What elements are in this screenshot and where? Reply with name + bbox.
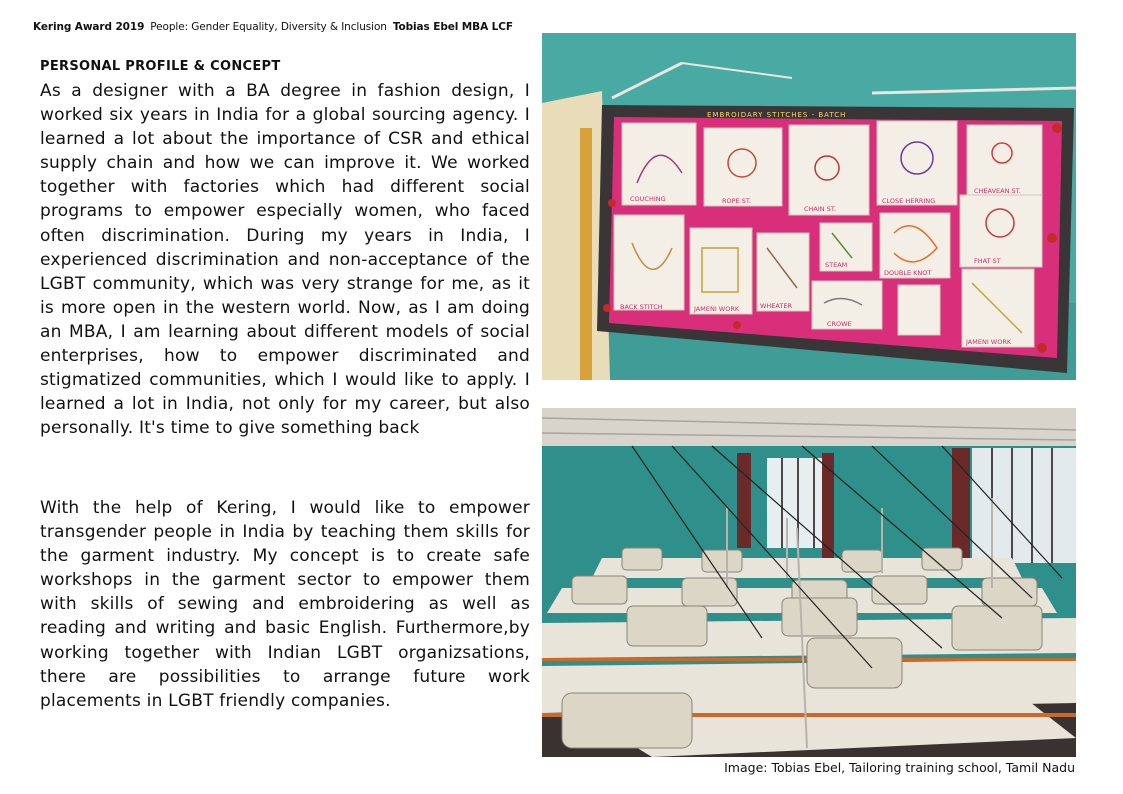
profile-paragraph: As a designer with a BA degree in fashion design, I worked six years in India for a global sourcing agency. I learned a lot about the importance of CSR and ethical supply chain and how we can improve it. We worked together with factories which had different social programs to empower especially women, who faced often discrimination. During my years in India, I experienced discrimination and non-acceptance of the LGBT community, which was very strange for me, as it is more open in the western world. Now, as I am doing an MBA, I am learning about different models of social enterprises, how to empower discriminated and stigmatized communities, which I would like to apply. I learned a lot in India, not only for my career, but also personally. It's time to give something back xyxy=(40,81,530,439)
sample-label: JAMENI WORK xyxy=(966,338,1012,346)
header-award: Kering Award 2019 xyxy=(33,21,145,33)
sample-label: FHAT ST xyxy=(974,257,1001,265)
sample-label: WHEATER xyxy=(760,302,792,310)
concept-paragraph: With the help of Kering, I would like to empower transgender people in India by teaching them skills for the garment industry. My concept is to create safe workshops in the garment sector to empower them with skills of sewing and embroidering as well as reading and writing and basic English. Furthermore,by working together with Indian LGBT organizsations, there are possibilities to arrange future work placements in LGBT friendly companies. xyxy=(40,498,530,711)
section-title: PERSONAL PROFILE & CONCEPT xyxy=(40,59,281,74)
board-banner-text: EMBROIDARY STITCHES - BATCH xyxy=(707,111,847,119)
sample-label: DOUBLE KNOT xyxy=(884,269,932,277)
sample-label: CHEAVEAN ST. xyxy=(974,187,1021,195)
tailoring-workshop-photo xyxy=(542,408,1076,757)
header-author: Tobias Ebel MBA LCF xyxy=(392,21,513,33)
embroidery-board-photo xyxy=(542,33,1076,380)
sample-label: CLOSE HERRING xyxy=(882,197,936,205)
sample-label: COUCHING xyxy=(630,195,666,203)
header-category: People: Gender Equality, Diversity & Inclusion xyxy=(150,21,387,33)
sample-label: BACK STITCH xyxy=(620,303,663,311)
page-header xyxy=(33,21,553,33)
sample-label: ROPE ST. xyxy=(722,197,752,205)
sample-label: STEAM xyxy=(825,261,848,269)
sample-label: CHAIN ST. xyxy=(804,205,837,213)
image-caption: Image: Tobias Ebel, Tailoring training school, Tamil Nadu xyxy=(724,760,1075,775)
sample-label: CROWE xyxy=(827,320,852,328)
sample-label: JAMENI WORK xyxy=(694,305,740,313)
